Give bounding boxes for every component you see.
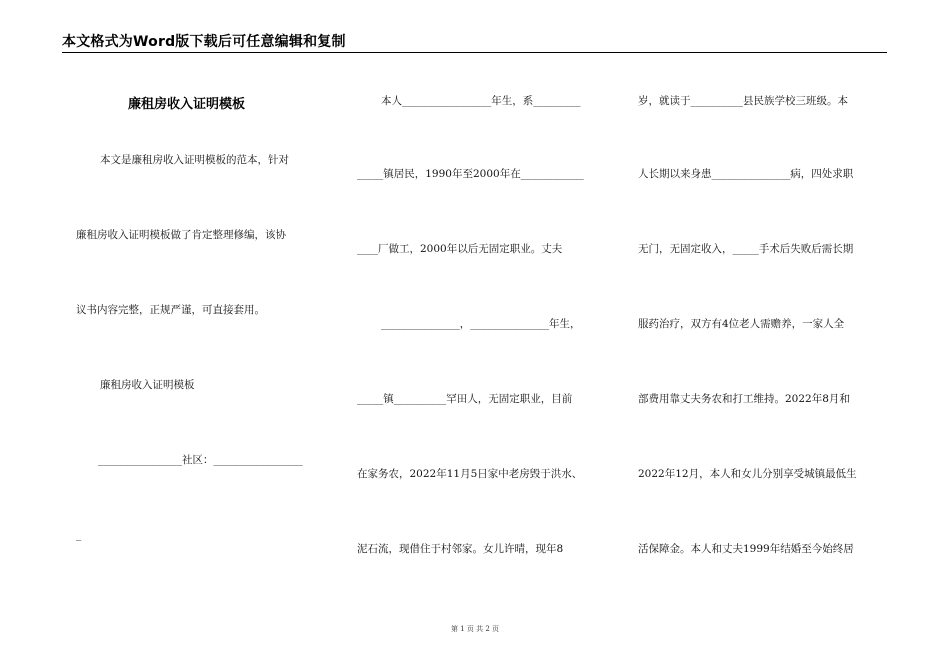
document-title: 廉租房收入证明模板 bbox=[128, 97, 246, 112]
body-line: _____镇居民，1990年至2000年在____________ bbox=[357, 168, 584, 180]
body-line: 在家务农，2022年11月5日家中老房毁于洪水、 bbox=[357, 468, 583, 480]
body-line: 本人_________________年生，系_________ bbox=[381, 95, 581, 107]
body-line: 议书内容完整，正规严谨，可直接套用。 bbox=[76, 304, 265, 316]
body-line: ____厂做工，2000年以后无固定职业。丈夫 bbox=[357, 243, 563, 255]
body-line: 部费用靠丈夫务农和打工维持。2022年8月和 bbox=[638, 393, 850, 405]
body-line: 服药治疗，双方有4位老人需赡养，一家人全 bbox=[638, 318, 845, 330]
body-line: 廉租房收入证明模板做了肯定整理修编，该协 bbox=[76, 229, 286, 241]
body-line: 2022年12月，本人和女儿分别享受城镇最低生 bbox=[638, 468, 857, 480]
body-line: 岁，就读于__________县民族学校三班级。本 bbox=[638, 95, 848, 107]
body-line: ________________社区：_________________ bbox=[98, 454, 303, 466]
page-number: 第 1 页 共 2 页 bbox=[450, 625, 500, 633]
body-line: 人长期以来身患_______________病，四处求职 bbox=[638, 168, 854, 180]
body-line: _______________，_______________年生， bbox=[381, 318, 581, 330]
body-line: 活保障金。本人和丈夫1999年结婚至今始终居 bbox=[638, 543, 854, 555]
body-line: 泥石流，现借住于村邻家。女儿许晴，现年8 bbox=[357, 543, 564, 555]
body-line: 无门，无固定收入，_____手术后失败后需长期 bbox=[638, 243, 854, 255]
header-title: 本文格式为Word版下载后可任意编辑和复制 bbox=[62, 34, 346, 50]
body-line: 本文是廉租房收入证明模板的范本，针对 bbox=[100, 154, 289, 166]
body-line: _____镇__________罕田人，无固定职业，目前 bbox=[357, 393, 573, 405]
body-line: _ bbox=[76, 529, 82, 541]
header-divider bbox=[62, 52, 887, 53]
body-line: 廉租房收入证明模板 bbox=[100, 379, 195, 391]
